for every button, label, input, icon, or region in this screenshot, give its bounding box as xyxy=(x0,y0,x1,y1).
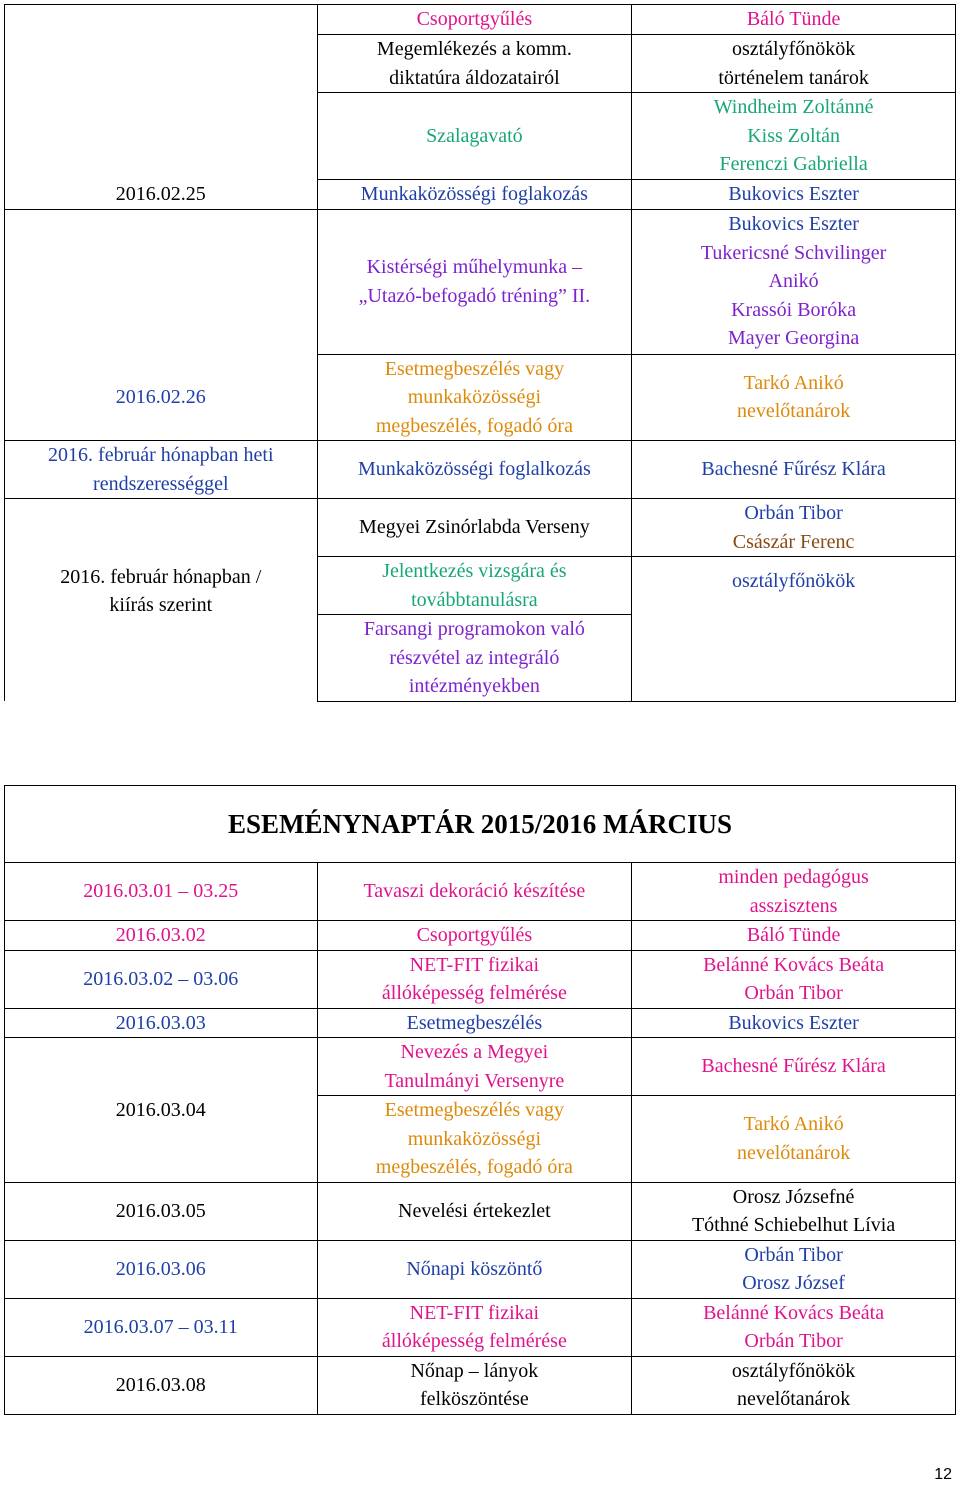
person-text: osztályfőnökök xyxy=(731,38,856,60)
person-text: Bachesné Fűrész Klára xyxy=(701,1055,886,1078)
event-text: Jelentkezés vizsgára és xyxy=(382,560,567,582)
event-cell xyxy=(317,1356,632,1414)
date-cell xyxy=(5,1182,318,1240)
date-text: 2016.02.25 xyxy=(115,182,206,205)
table-title xyxy=(5,786,956,863)
person-text: Báló Tünde xyxy=(746,8,841,31)
page-number: 12 xyxy=(934,1466,952,1483)
date-text: 2016.03.02 – 03.06 xyxy=(83,967,239,990)
date-cell xyxy=(5,209,318,354)
person-text: Orbán Tibor xyxy=(744,1243,843,1266)
person-text: asszisztens xyxy=(749,894,838,917)
event-text: Esetmegbeszélés vagy xyxy=(384,1099,565,1121)
event-text: diktatúra áldozatairól xyxy=(389,66,560,89)
person-text: osztályfőnökök xyxy=(731,570,856,592)
date-cell xyxy=(5,354,318,441)
person-text: nevelőtanárok xyxy=(736,1141,851,1164)
person-cell xyxy=(632,35,956,93)
person-cell xyxy=(632,180,956,210)
person-text: osztályfőnökök xyxy=(731,1359,856,1382)
date-cell xyxy=(5,863,318,921)
event-text: részvétel az integráló xyxy=(389,646,560,669)
date-cell xyxy=(5,950,318,1008)
person-cell xyxy=(632,354,956,441)
event-cell xyxy=(317,557,632,615)
event-text: „Utazó-befogadó tréning” II. xyxy=(358,284,591,307)
person-text: Tarkó Anikó xyxy=(743,1113,844,1136)
february-events-table xyxy=(4,4,956,702)
event-text: Csoportgyűlés xyxy=(416,8,533,31)
date-cell xyxy=(5,1008,318,1038)
date-text: 2016.03.08 xyxy=(115,1373,206,1396)
person-text: Tukericsné Schvilinger xyxy=(700,241,887,264)
person-text: Orbán Tibor xyxy=(744,1330,843,1352)
event-cell xyxy=(317,863,632,921)
event-text: Csoportgyűlés xyxy=(416,924,533,946)
person-cell xyxy=(632,5,956,35)
person-text: Orbán Tibor xyxy=(744,982,843,1004)
person-text: Tóthné Schiebelhut Lívia xyxy=(691,1214,896,1236)
event-text: Farsangi programokon való xyxy=(363,618,585,640)
title-text: ESEMÉNYNAPTÁR 2015/2016 MÁRCIUS xyxy=(227,808,733,839)
person-text: Bukovics Eszter xyxy=(728,1011,859,1034)
person-text: Orosz Józsefné xyxy=(732,1185,855,1208)
event-cell xyxy=(317,1038,632,1096)
date-cell xyxy=(5,35,318,93)
date-text: 2016. február hónapban heti xyxy=(48,444,274,466)
event-text: munkaközösségi xyxy=(407,1127,542,1150)
person-text: Ferenczi Gabriella xyxy=(719,153,868,176)
person-text: Belánné Kovács Beáta xyxy=(703,953,885,976)
person-text: Császár Ferenc xyxy=(732,530,855,553)
event-text: Szalagavató xyxy=(426,124,523,147)
date-cell xyxy=(5,1240,318,1298)
person-text: Bachesné Fűrész Klára xyxy=(701,458,886,481)
event-text: Megyei Zsinórlabda Verseny xyxy=(359,516,590,539)
event-cell xyxy=(317,441,632,499)
event-cell xyxy=(317,1096,632,1183)
date-text: 2016.03.06 xyxy=(115,1257,206,1280)
event-text: Tavaszi dekoráció készítése xyxy=(363,880,586,903)
date-text: kiírás szerint xyxy=(109,594,213,616)
person-text: nevelőtanárok xyxy=(736,400,851,423)
event-text: intézményekben xyxy=(408,675,540,697)
person-text: Bukovics Eszter xyxy=(728,213,859,236)
event-cell xyxy=(317,1240,632,1298)
person-cell xyxy=(632,863,956,921)
event-text: felköszöntése xyxy=(419,1388,529,1410)
date-text: 2016.03.04 xyxy=(115,1098,206,1121)
event-text: Munkaközösségi foglalkozás xyxy=(358,458,591,481)
event-text: Nőnap – lányok xyxy=(410,1359,539,1382)
person-cell xyxy=(632,1008,956,1038)
person-text: Anikó xyxy=(768,270,819,293)
event-text: Kistérségi műhelymunka – xyxy=(366,256,583,278)
person-text: minden pedagógus xyxy=(718,866,869,888)
date-cell xyxy=(5,557,318,702)
date-cell xyxy=(5,921,318,951)
event-text: Esetmegbeszélés xyxy=(406,1011,543,1034)
event-cell xyxy=(317,1298,632,1356)
person-text: Windheim Zoltánné xyxy=(713,96,874,119)
event-text: állóképesség felmérése xyxy=(381,982,567,1004)
person-cell xyxy=(632,1096,956,1183)
person-cell xyxy=(632,441,956,499)
event-text: Esetmegbeszélés vagy xyxy=(384,357,565,380)
date-cell xyxy=(5,180,318,210)
person-text: Báló Tünde xyxy=(746,924,841,946)
date-cell xyxy=(5,1038,318,1183)
event-text: Nevezés a Megyei xyxy=(400,1041,549,1063)
event-text: Tanulmányi Versenyre xyxy=(384,1069,565,1092)
event-text: Nevelési értekezlet xyxy=(398,1199,551,1222)
event-text: továbbtanulásra xyxy=(411,588,538,611)
person-cell xyxy=(632,557,956,702)
person-text: Mayer Georgina xyxy=(727,327,860,350)
person-text: Bukovics Eszter xyxy=(728,183,859,205)
person-cell xyxy=(632,499,956,557)
date-text: 2016.03.01 – 03.25 xyxy=(83,880,239,903)
date-text: rendszerességgel xyxy=(93,472,229,495)
event-cell xyxy=(317,35,632,93)
date-text: 2016.03.03 xyxy=(115,1011,206,1034)
person-text: Krassói Boróka xyxy=(731,298,857,321)
event-cell xyxy=(317,615,632,702)
event-cell xyxy=(317,5,632,35)
date-cell xyxy=(5,93,318,180)
event-cell xyxy=(317,180,632,210)
person-cell xyxy=(632,209,956,354)
person-cell xyxy=(632,1182,956,1240)
date-text: 2016.03.02 xyxy=(115,924,206,946)
person-cell xyxy=(632,1298,956,1356)
person-text: Tarkó Anikó xyxy=(743,371,844,394)
event-text: NET-FIT fizikai xyxy=(409,953,540,976)
event-text: munkaközösségi xyxy=(407,386,542,408)
person-cell xyxy=(632,1240,956,1298)
event-cell xyxy=(317,1182,632,1240)
event-text: Megemlékezés a komm. xyxy=(376,38,572,60)
date-text: 2016. február hónapban / xyxy=(60,565,262,588)
date-cell xyxy=(5,441,318,499)
date-text: 2016.02.26 xyxy=(115,385,206,408)
date-cell xyxy=(5,499,318,557)
event-cell xyxy=(317,354,632,441)
date-cell xyxy=(5,1298,318,1356)
event-cell xyxy=(317,499,632,557)
event-text: NET-FIT fizikai xyxy=(409,1301,540,1324)
person-text: Kiss Zoltán xyxy=(747,124,840,147)
event-text: megbeszélés, fogadó óra xyxy=(375,414,573,437)
event-text: Munkaközösségi foglakozás xyxy=(360,183,588,205)
date-text: 2016.03.07 – 03.11 xyxy=(83,1315,238,1338)
march-events-table xyxy=(4,785,956,1415)
event-cell xyxy=(317,950,632,1008)
person-text: történelem tanárok xyxy=(718,66,869,89)
person-cell xyxy=(632,1038,956,1096)
date-cell xyxy=(5,1356,318,1414)
event-text: Nőnapi köszöntő xyxy=(406,1257,543,1280)
person-cell xyxy=(632,921,956,951)
event-text: megbeszélés, fogadó óra xyxy=(375,1156,573,1178)
event-cell xyxy=(317,1008,632,1038)
event-text: állóképesség felmérése xyxy=(381,1330,567,1352)
person-text: Belánné Kovács Beáta xyxy=(703,1301,885,1324)
event-cell xyxy=(317,93,632,180)
person-cell xyxy=(632,1356,956,1414)
person-text: nevelőtanárok xyxy=(736,1388,851,1410)
event-cell xyxy=(317,209,632,354)
person-cell xyxy=(632,93,956,180)
person-text: Orosz József xyxy=(742,1272,845,1294)
date-cell xyxy=(5,5,318,35)
date-text: 2016.03.05 xyxy=(115,1199,206,1222)
person-text: Orbán Tibor xyxy=(744,502,843,524)
person-cell xyxy=(632,950,956,1008)
event-cell xyxy=(317,921,632,951)
